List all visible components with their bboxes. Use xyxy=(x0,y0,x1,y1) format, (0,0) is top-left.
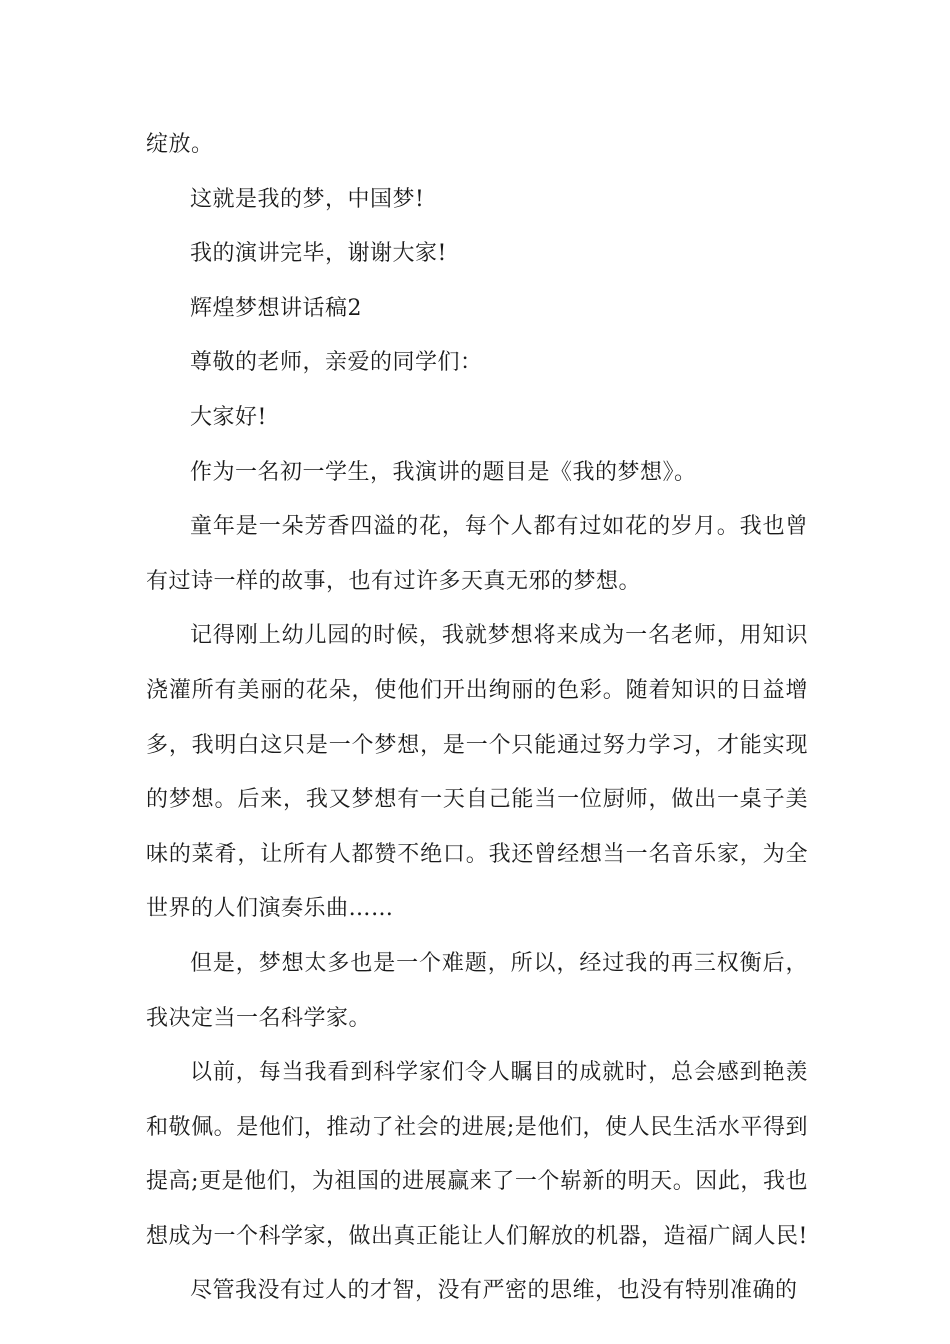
paragraph-2: 这就是我的梦，中国梦! xyxy=(190,186,425,212)
paragraph-8: 童年是一朵芳香四溢的花，每个人都有过如花的岁月。我也曾有过诗一样的故事，也有过许多天真无邪的梦想。 xyxy=(146,514,808,594)
salutation: 尊敬的老师，亲爱的同学们： xyxy=(190,350,483,376)
document-page xyxy=(146,118,808,1319)
paragraph-11: 以前，每当我看到科学家们令人瞩目的成就时，总会感到艳羡和敬佩。是他们，推动了社会的进展;是他们，使人民生活水平得到提高;更是他们，为祖国的进展赢来了一个崭新的明天。因此，我也想成为一个科学家，做出真正能让人们解放的机器，造福广阔人民! xyxy=(146,1060,808,1249)
section-heading: 辉煌梦想讲话稿2 xyxy=(190,295,362,321)
greeting: 大家好! xyxy=(190,404,267,430)
paragraph-7: 作为一名初一学生，我演讲的题目是《我的梦想》。 xyxy=(190,459,697,485)
paragraph-1: 绽放。 xyxy=(146,132,214,157)
paragraph-9: 记得刚上幼儿园的时候，我就梦想将来成为一名老师，用知识浇灌所有美丽的花朵，使他们开出绚丽的色彩。随着知识的日益增多，我明白这只是一个梦想，是一个只能通过努力学习，才能实现的梦想。后来，我又梦想有一天自己能当一位厨师，做出一桌子美味的菜肴，让所有人都赞不绝口。我还曾经想当一名音乐家，为全世界的人们演奏乐曲…… xyxy=(146,623,808,922)
paragraph-10: 但是，梦想太多也是一个难题，所以，经过我的再三权衡后，我决定当一名科学家。 xyxy=(146,950,808,1031)
paragraph-3: 我的演讲完毕，谢谢大家! xyxy=(190,241,447,267)
paragraph-12: 尽管我没有过人的才智，没有严密的思维，也没有特别准确的 xyxy=(190,1278,798,1304)
